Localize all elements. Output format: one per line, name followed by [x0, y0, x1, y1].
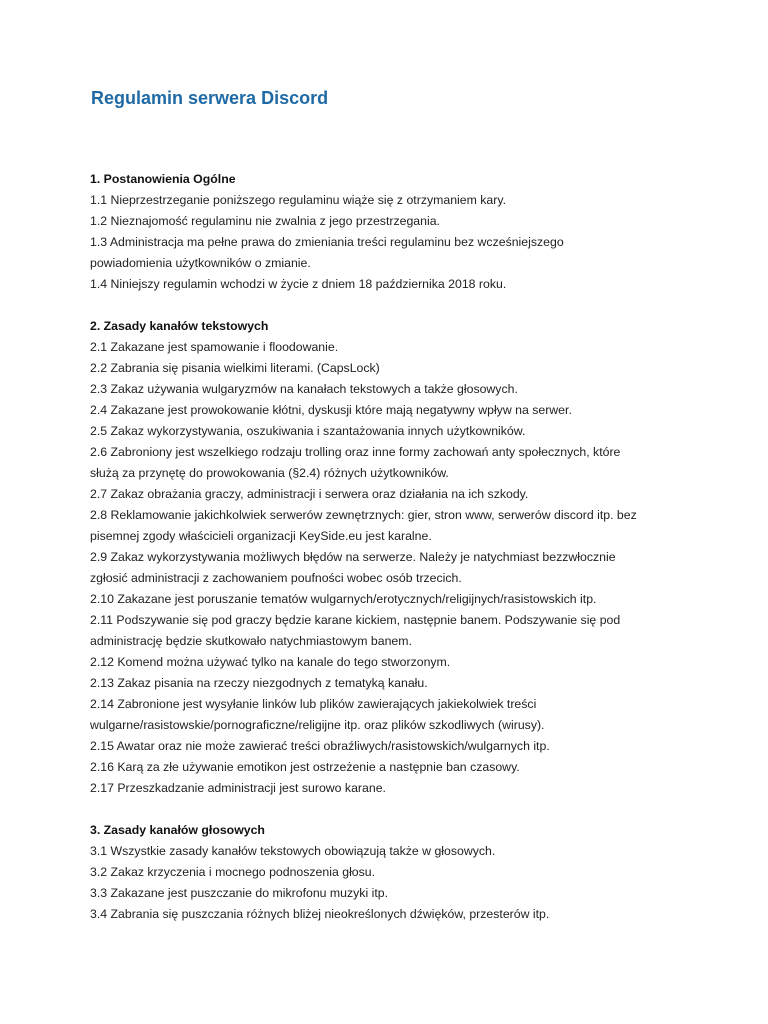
rule-line: 2.13 Zakaz pisania na rzeczy niezgodnych z tematyką kanału.: [90, 676, 428, 690]
rule-line: wulgarne/rasistowskie/pornograficzne/religijne itp. oraz plików szkodliwych (wirusy).: [90, 718, 545, 732]
rule-line: 2.15 Awatar oraz nie może zawierać treści obraźliwych/rasistowskich/wulgarnych itp.: [90, 739, 550, 753]
rule-line: 2.17 Przeszkadzanie administracji jest surowo karane.: [90, 781, 386, 795]
rule-line: pisemnej zgody właścicieli organizacji KeySide.eu jest karalne.: [90, 529, 432, 543]
rule-line: 3.1 Wszystkie zasady kanałów tekstowych obowiązują także w głosowych.: [90, 844, 496, 858]
rule-line: 2.2 Zabrania się pisania wielkimi literami. (CapsLock): [90, 361, 380, 375]
rule-line: 2.6 Zabroniony jest wszelkiego rodzaju trolling oraz inne formy zachowań anty społecznych, które: [90, 445, 621, 459]
section-text-channels: [90, 316, 690, 799]
rule-line: 1.1 Nieprzestrzeganie poniższego regulaminu wiąże się z otrzymaniem kary.: [90, 193, 507, 207]
rule-line: 2.10 Zakazane jest poruszanie tematów wulgarnych/erotycznych/religijnych/rasistowskich itp.: [90, 592, 597, 606]
document-title: Regulamin serwera Discord: [91, 88, 329, 108]
rule-line: 2.7 Zakaz obrażania graczy, administracji i serwera oraz działania na ich szkody.: [90, 487, 529, 501]
rule-line: 3.2 Zakaz krzyczenia i mocnego podnoszenia głosu.: [90, 865, 376, 879]
section-heading: 2. Zasady kanałów tekstowych: [90, 319, 269, 333]
rule-line: 2.14 Zabronione jest wysyłanie linków lub plików zawierających jakiekolwiek treści: [90, 697, 537, 711]
rule-line: 2.11 Podszywanie się pod graczy będzie karane kickiem, następnie banem. Podszywanie się pod: [90, 613, 621, 627]
section-voice-channels: [90, 820, 690, 925]
rule-line: 3.3 Zakazane jest puszczanie do mikrofonu muzyki itp.: [90, 886, 389, 900]
rule-line: 2.12 Komend można używać tylko na kanale do tego stworzonym.: [90, 655, 451, 669]
rule-line: 2.1 Zakazane jest spamowanie i floodowanie.: [90, 340, 339, 354]
rule-line: powiadomienia użytkowników o zmianie.: [90, 256, 311, 270]
rule-line: zgłosić administracji z zachowaniem poufności wobec osób trzecich.: [90, 571, 462, 585]
rule-line: 2.4 Zakazane jest prowokowanie kłótni, dyskusji które mają negatywny wpływ na serwer.: [90, 403, 572, 417]
rule-line: administrację będzie skutkowało natychmiastowym banem.: [90, 634, 412, 648]
section-heading: 1. Postanowienia Ogólne: [90, 172, 236, 186]
rule-line: 1.4 Niniejszy regulamin wchodzi w życie z dniem 18 października 2018 roku.: [90, 277, 507, 291]
section-general-provisions: [90, 169, 690, 295]
rule-line: 2.16 Karą za złe używanie emotikon jest ostrzeżenie a następnie ban czasowy.: [90, 760, 520, 774]
rule-line: 2.9 Zakaz wykorzystywania możliwych błędów na serwerze. Należy je natychmiast bezzwłocznie: [90, 550, 616, 564]
rule-line: 2.3 Zakaz używania wulgaryzmów na kanałach tekstowych a także głosowych.: [90, 382, 518, 396]
rule-line: 1.2 Nieznajomość regulaminu nie zwalnia z jego przestrzegania.: [90, 214, 440, 228]
rule-line: 3.4 Zabrania się puszczania różnych bliżej nieokreślonych dźwięków, przesterów itp.: [90, 907, 550, 921]
rule-line: służą za przynętę do prowokowania (§2.4) różnych użytkowników.: [90, 466, 449, 480]
document-body: [90, 169, 690, 946]
rule-line: 2.5 Zakaz wykorzystywania, oszukiwania i szantażowania innych użytkowników.: [90, 424, 526, 438]
section-heading: 3. Zasady kanałów głosowych: [90, 823, 265, 837]
rule-line: 2.8 Reklamowanie jakichkolwiek serwerów zewnętrznych: gier, stron www, serwerów discord itp. bez: [90, 508, 637, 522]
rule-line: 1.3 Administracja ma pełne prawa do zmieniania treści regulaminu bez wcześniejszego: [90, 235, 564, 249]
